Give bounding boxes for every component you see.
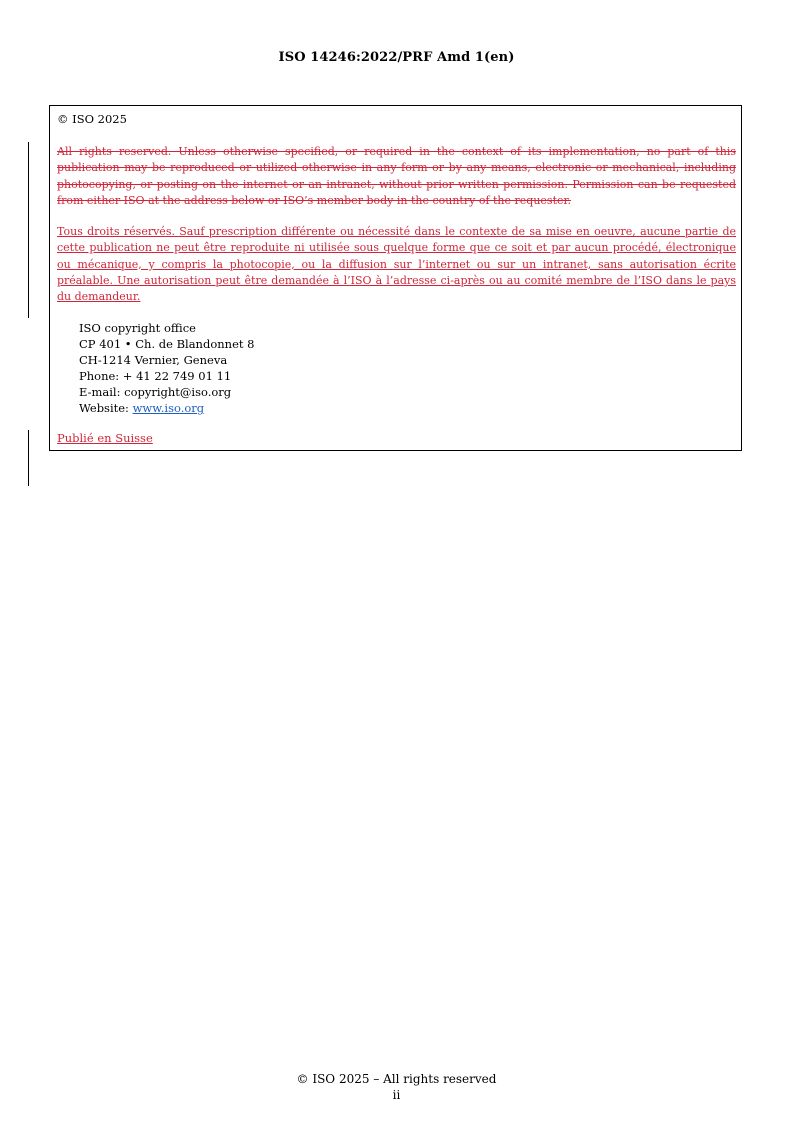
address-website [79,400,254,416]
address-block [79,320,254,416]
address-street: CP 401 • Ch. de Blandonnet 8 [79,337,255,351]
copyright-notice-box [49,105,742,451]
change-bar [28,430,29,486]
address-office: ISO copyright office [79,321,196,335]
published-in-switzerland: Publié en Suisse [57,431,153,445]
address-email: E-mail: copyright@iso.org [79,385,232,399]
address-city: CH-1214 Vernier, Geneva [79,353,228,367]
page-footer [0,1071,793,1103]
document-id: ISO 14246:2022/PRF Amd 1(en) [278,50,515,65]
deleted-english-paragraph: All rights reserved. Unless otherwise specified, or required in the context of its implementation, no part of this publication may be reproduced or utilized otherwise in any form or by any means, electronic or mechanical, including photocopying, or posting on the internet or an intranet, without prior written permission. Permission can be requested from either ISO at the address below or ISO’s member body in the country of the requester. [57,145,736,207]
address-phone: Phone: + 41 22 749 01 11 [79,369,232,383]
copyright-line: © ISO 2025 [57,112,127,126]
website-link[interactable]: www.iso.org [132,401,205,415]
inserted-french-paragraph: Tous droits réservés. Sauf prescription différente ou nécessité dans le contexte de sa mise en oeuvre, aucune partie de cette publication ne peut être reproduite ni utilisée sous quelque forme que ce soit et par aucun procédé, électronique ou mécanique, y compris la photocopie, ou la diffusion sur l’internet ou sur un intranet, sans autorisation écrite préalable. Une autorisation peut être demandée à l’ISO à l’adresse ci-après ou au comité membre de l’ISO dans le pays du demandeur. [57,225,736,304]
change-bar [28,142,29,318]
website-label: Website: [79,401,133,415]
page-number: ii [392,1088,401,1102]
footer-copyright: © ISO 2025 – All rights reserved [296,1072,497,1086]
